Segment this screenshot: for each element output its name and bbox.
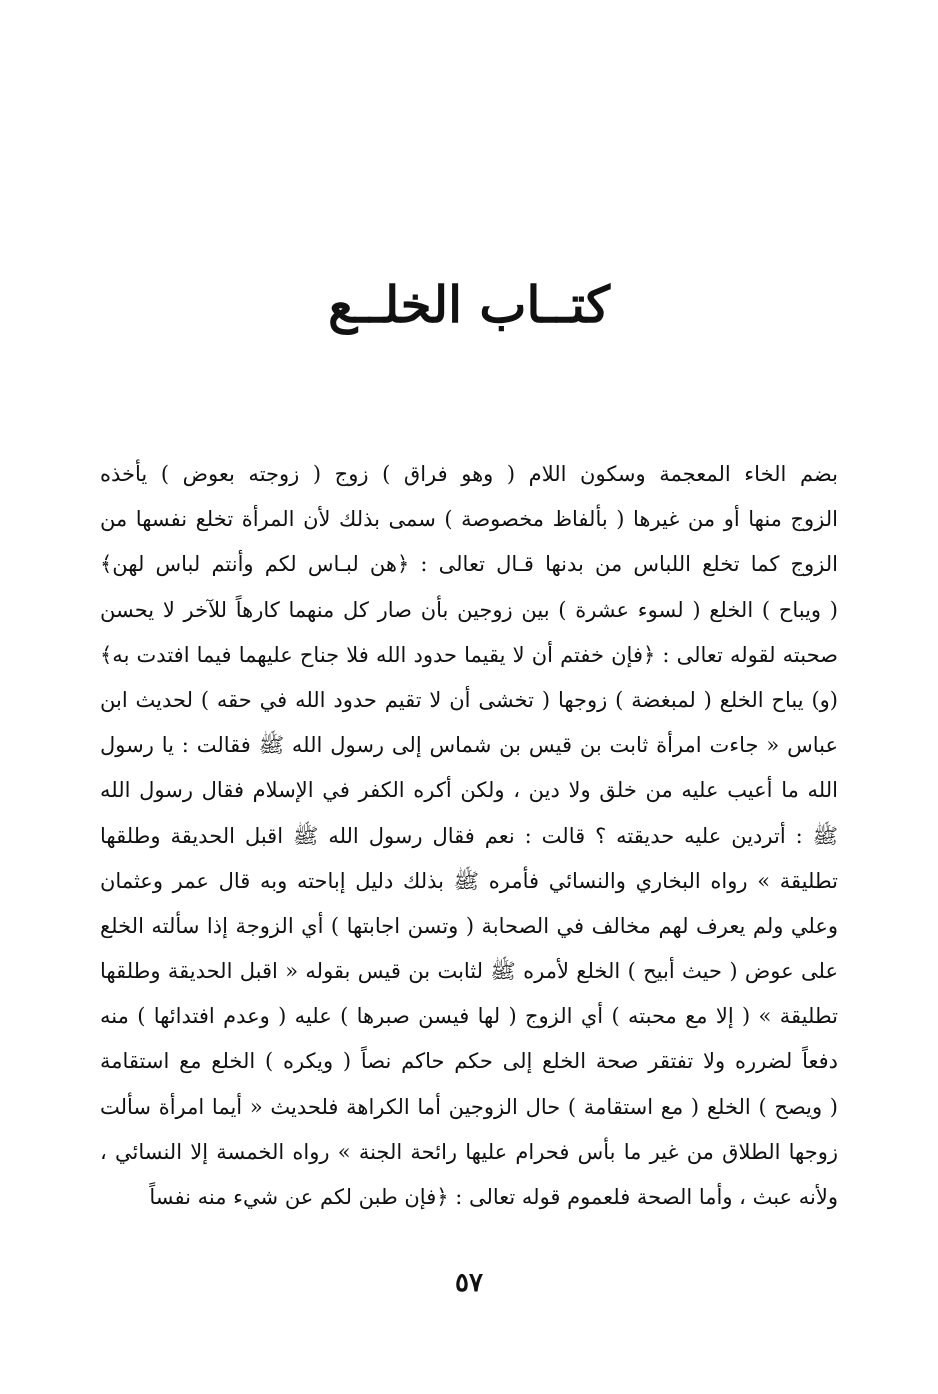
- text-line: ( ويصح ) الخلع ( مع استقامة ) حال الزوجين أما الكراهة فلحديث « أيما امرأة سألت: [100, 1094, 838, 1119]
- text-line: الزوج كما تخلع اللباس من بدنها قـال تعالى : ﴿هن لبـاس لكم وأنتم لباس لهن﴾: [100, 552, 838, 577]
- text-line: على عوض ( حيث أبيح ) الخلع لأمره ﷺ لثابت بن قيس بقوله « اقبل الحديقة وطلقها: [100, 959, 838, 984]
- text-line: تطليقة » ( إلا مع محبته ) أي الزوج ( لها فيسن صبرها ) عليه ( وعدم افتدائها ) منه: [100, 1004, 838, 1029]
- text-line: تطليقة » رواه البخاري والنسائي فأمره ﷺ بذلك دليل إباحته وبه قال عمر وعثمان: [100, 868, 838, 893]
- text-line: (و) يباح الخلع ( لمبغضة ) زوجها ( تخشى أن لا تقيم حدود الله في حقه ) لحديث ابن: [100, 687, 838, 712]
- text-line: ولأنه عبث ، وأما الصحة فلعموم قوله تعالى : ﴿فإن طبن لكم عن شيء منه نفساً: [149, 1185, 838, 1209]
- text-line: ( ويباح ) الخلع ( لسوء عشرة ) بين زوجين بأن صار كل منهما كارهاً للآخر لا يحسن: [100, 597, 838, 622]
- text-line: زوجها الطلاق من غير ما بأس فحرام عليها رائحة الجنة » رواه الخمسة إلا النسائي ،: [100, 1139, 838, 1164]
- body-text: [100, 452, 838, 1220]
- page-number: ٥٧: [455, 1268, 483, 1298]
- text-line: بضم الخاء المعجمة وسكون اللام ( وهو فراق ) زوج ( زوجته بعوض ) يأخذه: [100, 462, 838, 486]
- text-line: دفعاً لضرره ولا تفتقر صحة الخلع إلى حكم حاكم نصاً ( ويكره ) الخلع مع استقامة: [100, 1049, 838, 1074]
- text-line: الله ما أعيب عليه من خلق ولا دين ، ولكن أكره الكفر في الإسلام فقال رسول الله: [100, 778, 838, 803]
- text-line: صحبته لقوله تعالى : ﴿فإن خفتم أن لا يقيما حدود الله فلا جناح عليهما فيما افتدت به﴾: [100, 642, 838, 667]
- text-line: عباس « جاءت امرأة ثابت بن قيس بن شماس إلى رسول الله ﷺ فقالت : يا رسول: [100, 733, 838, 758]
- chapter-title: كتــاب الخلــع: [328, 275, 610, 334]
- text-line: ﷺ : أتردين عليه حديقته ؟ قالت : نعم فقال رسول الله ﷺ اقبل الحديقة وطلقها: [100, 823, 838, 848]
- text-line: وعلي ولم يعرف لهم مخالف في الصحابة ( وتسن اجابتها ) أي الزوجة إذا سألته الخلع: [100, 913, 838, 938]
- text-line: الزوج منها أو من غيرها ( بألفاظ مخصوصة ) سمى بذلك لأن المرأة تخلع نفسها من: [100, 507, 838, 532]
